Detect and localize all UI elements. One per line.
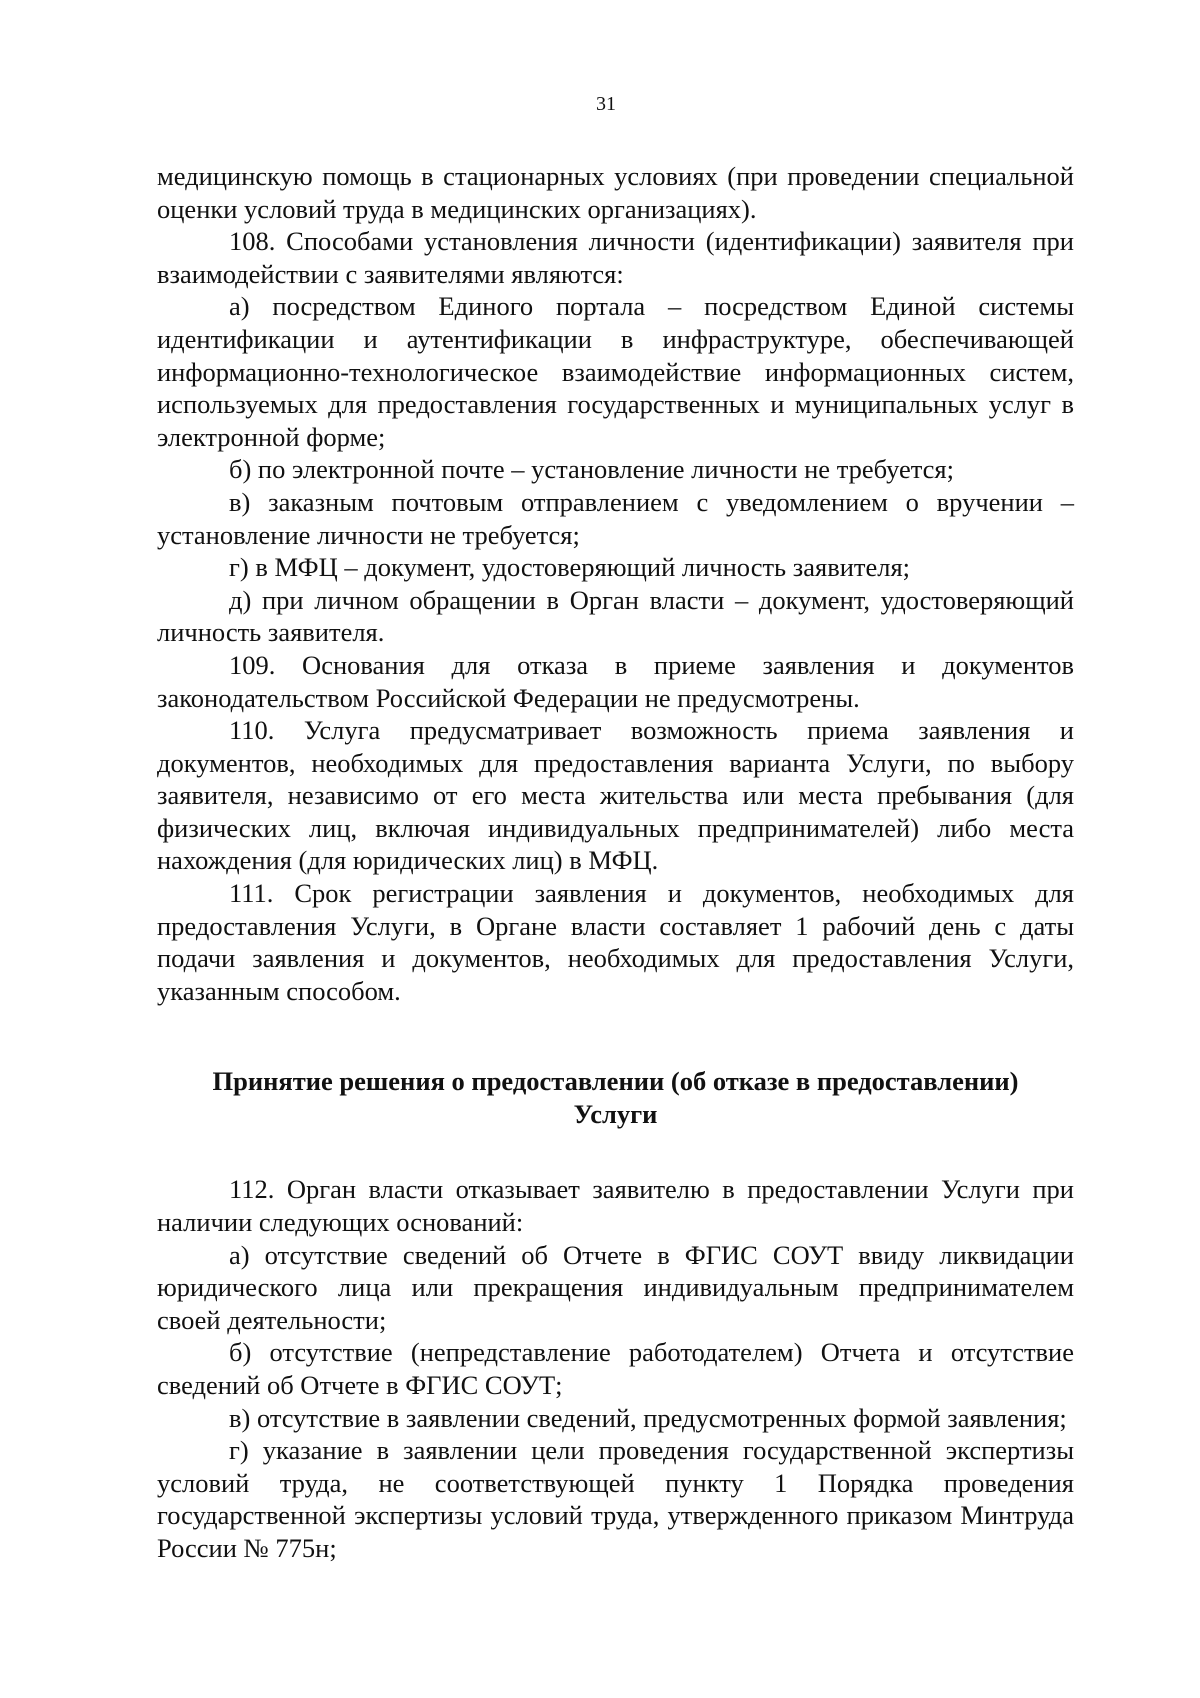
document-body [157,160,1074,1565]
page-number: 31 [596,93,616,115]
list-item-v: в) отсутствие в заявлении сведений, предусмотренных формой заявления; [229,1402,1067,1433]
list-item-v: в) заказным почтовым отправлением с уведомлением о вручении – установление личности не требуется; [157,486,1074,550]
paragraph: медицинскую помощь в стационарных условиях (при проведении специальной оценки условий труда в медицинских организациях). [157,161,1074,224]
paragraph-108: 108. Способами установления личности (идентификации) заявителя при взаимодействии с заявителями являются: [157,226,1074,289]
list-item-a: а) отсутствие сведений об Отчете в ФГИС СОУТ ввиду ликвидации юридического лица или прекращения индивидуальным предпринимателем своей деятельности; [157,1239,1074,1335]
list-item-b: б) отсутствие (непредставление работодателем) Отчета и отсутствие сведений об Отчете в ФГИС СОУТ; [157,1337,1074,1400]
list-item-d: д) при личном обращении в Орган власти – документ, удостоверяющий личность заявителя. [157,584,1074,648]
section-heading-line-2: Услуги [573,1099,658,1130]
list-item-g: г) указание в заявлении цели проведения государственной экспертизы условий труда, не соответствующей пункту 1 Порядка проведения государственной экспертизы условий труда, утвержденного приказом Минтруда России № 775н; [157,1435,1074,1563]
section-heading [157,1065,1074,1131]
paragraphs-after [157,1173,1074,1564]
list-item-b: б) по электронной почте – установление личности не требуется; [229,454,954,485]
paragraph-109: 109. Основания для отказа в приеме заявления и документов законодательством Российской Федерации не предусмотрены. [157,649,1074,713]
paragraph-112: 112. Орган власти отказывает заявителю в предоставлении Услуги при наличии следующих оснований: [157,1174,1074,1238]
paragraph-110: 110. Услуга предусматривает возможность приема заявления и документов, необходимых для предоставления варианта Услуги, по выбору заявителя, независимо от его места жительства или места пребывания (для физических лиц, включая индивидуальных предпринимателей) либо места нахождения (для юридических лиц) в МФЦ. [157,715,1074,876]
paragraph-111: 111. Срок регистрации заявления и документов, необходимых для предоставления Услуги, в Органе власти составляет 1 рабочий день с даты подачи заявления и документов, необходимых для предоставления Услуги, указанным способом. [157,878,1074,1006]
list-item-g: г) в МФЦ – документ, удостоверяющий личность заявителя; [229,552,911,583]
section-heading-line-1: Принятие решения о предоставлении (об отказе в предоставлении) [212,1066,1019,1097]
list-item-a: а) посредством Единого портала – посредством Единой системы идентификации и аутентификации в инфраструктуре, обеспечивающей информационно-технологическое взаимодействие информационных систем, используемых для предоставления государственных и муниципальных услуг в электронной форме; [157,291,1074,452]
paragraphs-before [157,160,1074,1007]
